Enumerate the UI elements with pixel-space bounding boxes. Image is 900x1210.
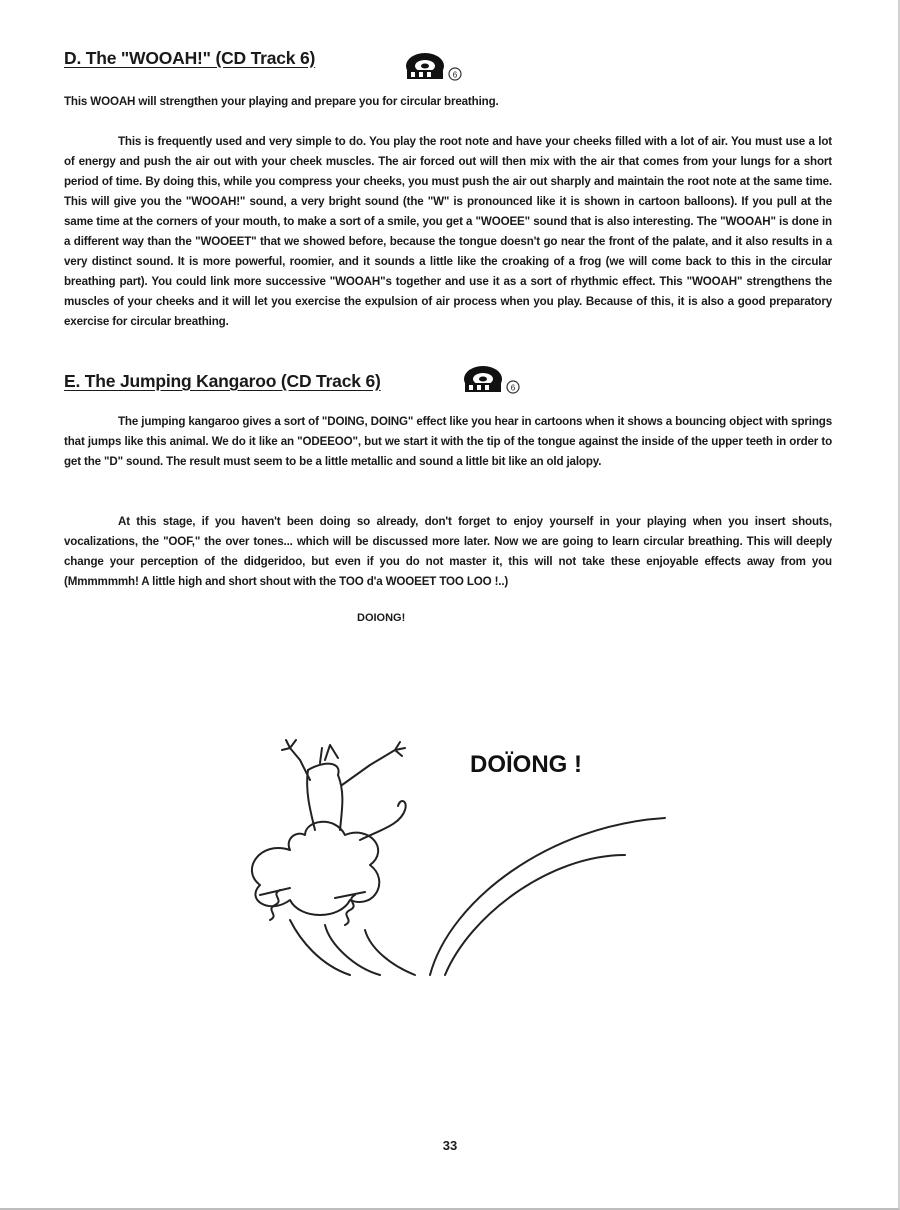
kangaroo-left-arm — [282, 740, 310, 780]
illustration-caption: DOIONG! — [357, 612, 406, 624]
cd-audio-icon — [461, 363, 521, 399]
section-e-heading: E. The Jumping Kangaroo (CD Track 6) — [64, 371, 381, 391]
bounce-arc-inner — [445, 855, 625, 975]
page-number: 33 — [442, 1138, 458, 1153]
svg-text:6: 6 — [510, 383, 516, 393]
kangaroo-head — [308, 745, 339, 775]
kangaroo-illustration — [230, 730, 680, 990]
cd-audio-icon — [403, 50, 463, 86]
section-d-body: This is frequently used and very simple to do. You play the root note and have your cheeks filled with a lot of air. You must use a lot of energy and push the air out with your cheek muscles. The air forced out will then mix with the air that comes from your lungs for a short period of time. By doing this, while you compress your cheeks, you must push the air out sharply and maintain the root note at the same time. This will give you the "WOOAH!" sound, a very bright sound (the "W" is pronounced like it is shown in cartoon balloons). If you pull at the same time at the corners of your mouth, to make a sort of a smile, you get a "WOOEE" sound that is also interesting. The "WOOAH" is done in a different way than the "WOOEET" that we showed before, because the tongue doesn't go near the front of the palate, and it also results in a very distinct sound. It is more powerful, roomier, and it sounds a little like the croaking of a frog (we will come back to this in the circular breathing part). You could link more successive "WOOAH"s together and use it as a sort of rhythmic effect. This "WOOAH" strengthens the muscles of your cheeks and it will let you exercise the expulsion of air process when you play. Because of this, it is also a good preparatory exercise for circular breathing. — [64, 135, 832, 328]
section-d-heading: D. The "WOOAH!" (CD Track 6) — [64, 48, 316, 68]
sound-effect-text: DOÏONG ! — [470, 751, 582, 778]
section-e-paragraph-2: At this stage, if you haven't been doing so already, don't forget to enjoy yourself in your playing when you insert shouts, vocalizations, the "OOF," the over tones... which will be discussed more later. Now we are going to learn circular breathing. This will deeply change your perception of the didgeridoo, but even if you do not master it, this will not take these enjoyable effects away from you (Mmmmmmh! A little high and short shout with the TOO d'a WOOEET TOO LOO !..) — [64, 515, 832, 588]
bounce-arc-outer — [430, 818, 665, 975]
kangaroo-right-arm — [342, 742, 405, 785]
section-e-paragraph-1: The jumping kangaroo gives a sort of "DOING, DOING" effect like you hear in cartoons when it shows a bouncing object with springs that jumps like this animal. We do it like an "ODEEOO", but we start it with the tip of the tongue against the inside of the upper teeth in order to get the "D" sound. The result must seem to be a little metallic and sound a little bit like an old jalopy. — [64, 415, 832, 468]
section-d-intro: This WOOAH will strengthen your playing and prepare you for circular breathing. — [64, 95, 499, 108]
motion-lines — [290, 920, 415, 975]
kangaroo-body — [252, 822, 379, 915]
svg-text:6: 6 — [452, 70, 458, 80]
